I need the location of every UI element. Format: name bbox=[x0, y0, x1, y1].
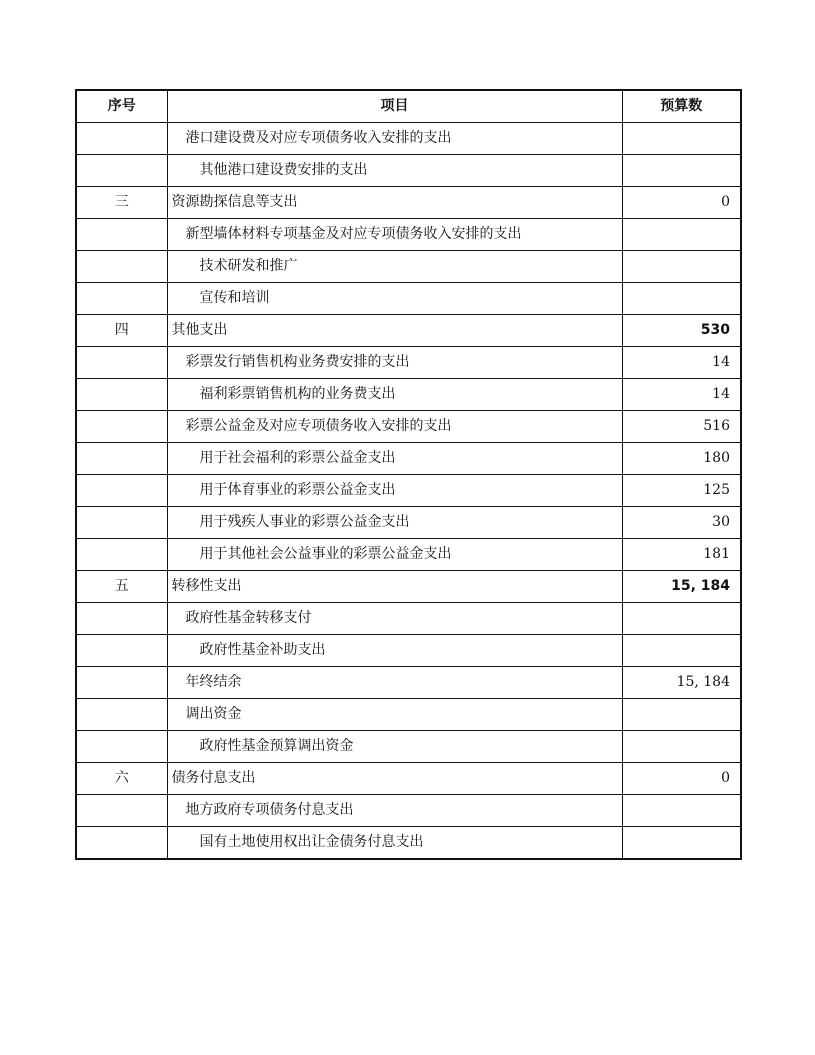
row-index bbox=[76, 507, 167, 539]
table-row bbox=[76, 411, 741, 443]
table-row bbox=[76, 603, 741, 635]
row-amount bbox=[622, 603, 741, 635]
row-amount: 0 bbox=[622, 763, 741, 795]
row-item: 新型墙体材料专项基金及对应专项债务收入安排的支出 bbox=[167, 219, 622, 251]
row-item: 其他港口建设费安排的支出 bbox=[167, 155, 622, 187]
table-row bbox=[76, 507, 741, 539]
row-item: 用于残疾人事业的彩票公益金支出 bbox=[167, 507, 622, 539]
row-item: 宣传和培训 bbox=[167, 283, 622, 315]
table-row bbox=[76, 667, 741, 699]
table-row bbox=[76, 347, 741, 379]
row-item: 政府性基金补助支出 bbox=[167, 635, 622, 667]
table-row bbox=[76, 763, 741, 795]
row-index bbox=[76, 379, 167, 411]
row-amount: 14 bbox=[622, 347, 741, 379]
row-amount: 15, 184 bbox=[622, 667, 741, 699]
table-row bbox=[76, 731, 741, 763]
row-item: 转移性支出 bbox=[167, 571, 622, 603]
row-amount: 180 bbox=[622, 443, 741, 475]
row-amount bbox=[622, 251, 741, 283]
row-index bbox=[76, 539, 167, 571]
row-index bbox=[76, 699, 167, 731]
table-header-row bbox=[76, 90, 741, 123]
table-row bbox=[76, 187, 741, 219]
row-index bbox=[76, 731, 167, 763]
row-index bbox=[76, 827, 167, 860]
header-item: 项目 bbox=[167, 90, 622, 123]
row-index bbox=[76, 123, 167, 155]
row-index bbox=[76, 411, 167, 443]
row-amount: 125 bbox=[622, 475, 741, 507]
row-amount bbox=[622, 155, 741, 187]
row-amount: 516 bbox=[622, 411, 741, 443]
row-item: 彩票公益金及对应专项债务收入安排的支出 bbox=[167, 411, 622, 443]
row-index: 三 bbox=[76, 187, 167, 219]
row-amount bbox=[622, 795, 741, 827]
row-amount: 15, 184 bbox=[622, 571, 741, 603]
header-amount: 预算数 bbox=[622, 90, 741, 123]
row-amount bbox=[622, 219, 741, 251]
row-index: 五 bbox=[76, 571, 167, 603]
row-item: 政府性基金转移支付 bbox=[167, 603, 622, 635]
table-row bbox=[76, 539, 741, 571]
row-item: 技术研发和推广 bbox=[167, 251, 622, 283]
row-item: 用于体育事业的彩票公益金支出 bbox=[167, 475, 622, 507]
row-item: 资源勘探信息等支出 bbox=[167, 187, 622, 219]
table-row bbox=[76, 827, 741, 860]
table-row bbox=[76, 283, 741, 315]
header-index: 序号 bbox=[76, 90, 167, 123]
row-index bbox=[76, 155, 167, 187]
row-index bbox=[76, 347, 167, 379]
table-row bbox=[76, 795, 741, 827]
row-index bbox=[76, 283, 167, 315]
row-item: 福利彩票销售机构的业务费支出 bbox=[167, 379, 622, 411]
row-item: 年终结余 bbox=[167, 667, 622, 699]
table-row bbox=[76, 123, 741, 155]
row-item: 债务付息支出 bbox=[167, 763, 622, 795]
row-index bbox=[76, 667, 167, 699]
row-item: 地方政府专项债务付息支出 bbox=[167, 795, 622, 827]
table-row bbox=[76, 379, 741, 411]
table-row bbox=[76, 251, 741, 283]
row-index bbox=[76, 795, 167, 827]
row-amount: 0 bbox=[622, 187, 741, 219]
row-index bbox=[76, 251, 167, 283]
row-item: 政府性基金预算调出资金 bbox=[167, 731, 622, 763]
table-row bbox=[76, 699, 741, 731]
row-amount bbox=[622, 731, 741, 763]
row-item: 其他支出 bbox=[167, 315, 622, 347]
table-row bbox=[76, 443, 741, 475]
row-amount bbox=[622, 283, 741, 315]
row-index bbox=[76, 443, 167, 475]
row-amount bbox=[622, 123, 741, 155]
row-index bbox=[76, 603, 167, 635]
row-index: 六 bbox=[76, 763, 167, 795]
table-row bbox=[76, 475, 741, 507]
row-item: 用于其他社会公益事业的彩票公益金支出 bbox=[167, 539, 622, 571]
table-row bbox=[76, 635, 741, 667]
row-item: 调出资金 bbox=[167, 699, 622, 731]
row-item: 国有土地使用权出让金债务付息支出 bbox=[167, 827, 622, 860]
table-row bbox=[76, 155, 741, 187]
table-row bbox=[76, 219, 741, 251]
row-amount: 181 bbox=[622, 539, 741, 571]
row-index bbox=[76, 475, 167, 507]
table-row bbox=[76, 571, 741, 603]
row-amount bbox=[622, 827, 741, 860]
row-item: 彩票发行销售机构业务费安排的支出 bbox=[167, 347, 622, 379]
row-amount: 14 bbox=[622, 379, 741, 411]
row-amount bbox=[622, 699, 741, 731]
row-item: 港口建设费及对应专项债务收入安排的支出 bbox=[167, 123, 622, 155]
row-amount: 530 bbox=[622, 315, 741, 347]
table-body bbox=[76, 123, 741, 860]
row-index bbox=[76, 635, 167, 667]
row-item: 用于社会福利的彩票公益金支出 bbox=[167, 443, 622, 475]
row-amount: 30 bbox=[622, 507, 741, 539]
row-index bbox=[76, 219, 167, 251]
row-index: 四 bbox=[76, 315, 167, 347]
budget-table bbox=[75, 89, 742, 860]
table-row bbox=[76, 315, 741, 347]
row-amount bbox=[622, 635, 741, 667]
